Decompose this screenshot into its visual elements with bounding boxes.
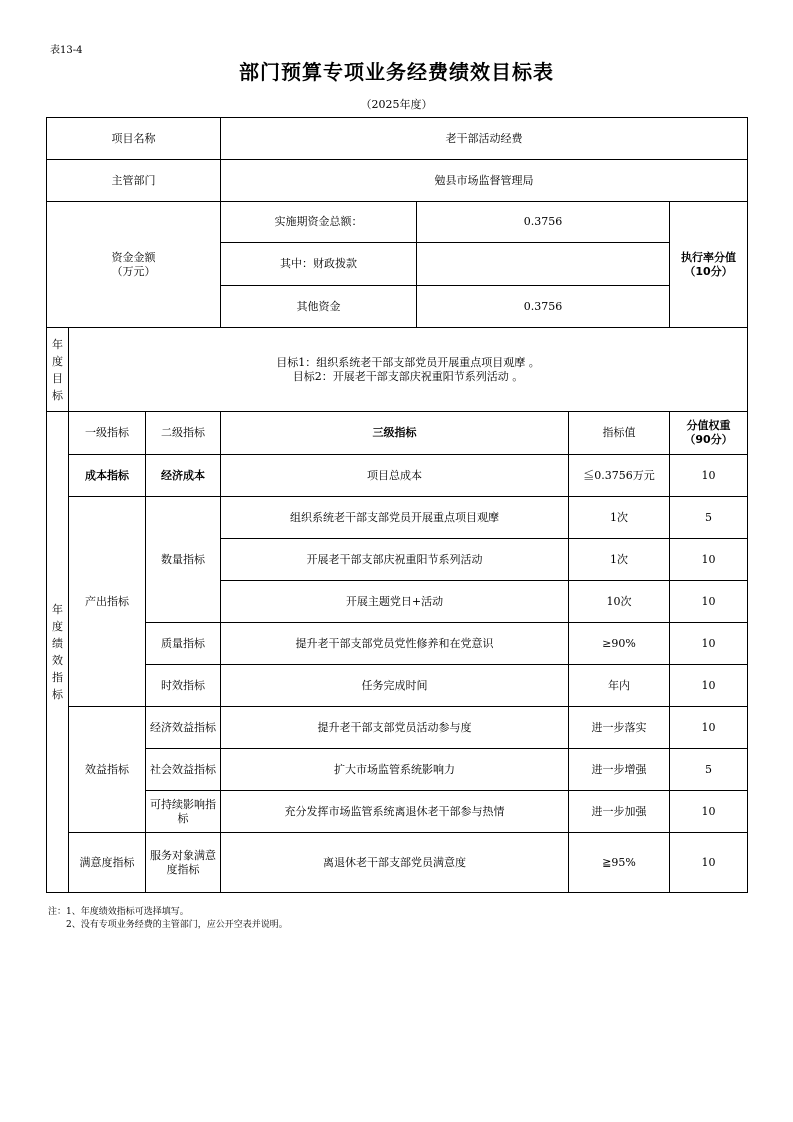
quantity-level3-3: 开展主题党日+活动 (221, 581, 569, 623)
cost-level1: 成本指标 (69, 455, 146, 497)
benefit-weight-3: 10 (670, 791, 748, 833)
execution-rate-cell (670, 202, 748, 328)
execution-rate-label: 执行率分值 (681, 250, 736, 264)
footnote-2: 2、没有专项业务经费的主管部门，应公开空表并说明。 (66, 920, 288, 930)
cost-weight: 10 (670, 455, 748, 497)
timeliness-value: 年内 (569, 665, 670, 707)
benefit-value-2: 进一步增强 (569, 749, 670, 791)
table-row (47, 455, 748, 497)
annual-goal-line-1: 目标1：组织系统老干部支部党员开展重点项目观摩 。 (276, 355, 540, 369)
table-row (47, 791, 748, 833)
satisfaction-level1: 满意度指标 (69, 833, 146, 893)
quantity-level3-2: 开展老干部支部庆祝重阳节系列活动 (221, 539, 569, 581)
quantity-level3-1: 组织系统老干部支部党员开展重点项目观摩 (221, 497, 569, 539)
quantity-value-1: 1次 (569, 497, 670, 539)
benefit-value-3: 进一步加强 (569, 791, 670, 833)
table-row (47, 833, 748, 893)
header-level1: 一级指标 (69, 412, 146, 455)
quantity-weight-3: 10 (670, 581, 748, 623)
project-name-value: 老干部活动经费 (221, 118, 748, 160)
execution-rate-score: （10分） (684, 264, 733, 278)
benefit-level2-2: 社会效益指标 (146, 749, 221, 791)
annual-goal-label-cell (47, 328, 69, 412)
footnotes (48, 906, 288, 932)
performance-label-cell (47, 412, 69, 893)
cost-level3: 项目总成本 (221, 455, 569, 497)
quantity-value-3: 10次 (569, 581, 670, 623)
benefit-level3-3: 充分发挥市场监管系统离退休老干部参与热情 (221, 791, 569, 833)
project-name-row (47, 118, 748, 160)
department-value: 勉县市场监督管理局 (221, 160, 748, 202)
benefit-level3-2: 扩大市场监管系统影响力 (221, 749, 569, 791)
benefit-level1: 效益指标 (69, 707, 146, 833)
funds-total-value: 0.3756 (417, 202, 670, 243)
footnote-1: 注：1、年度绩效指标可选择填写。 (48, 907, 189, 917)
benefit-weight-1: 10 (670, 707, 748, 749)
output-level1: 产出指标 (69, 497, 146, 707)
table-row (47, 497, 748, 539)
table-row (47, 623, 748, 665)
cost-level2: 经济成本 (146, 455, 221, 497)
header-weight-total: （90分） (684, 433, 733, 446)
benefit-value-1: 进一步落实 (569, 707, 670, 749)
table-row (47, 665, 748, 707)
timeliness-label: 时效指标 (146, 665, 221, 707)
benefit-level2-3: 可持续影响指标 (146, 791, 221, 833)
page-title: 部门预算专项业务经费绩效目标表 (239, 60, 554, 84)
performance-target-table (46, 117, 748, 893)
table-row (47, 707, 748, 749)
satisfaction-value: ≧95% (569, 833, 670, 893)
funds-fiscal-label: 其中：财政拨款 (221, 243, 417, 286)
table-row (47, 749, 748, 791)
quantity-weight-2: 10 (670, 539, 748, 581)
department-row (47, 160, 748, 202)
quantity-value-2: 1次 (569, 539, 670, 581)
funds-label: 资金金额 (111, 250, 156, 264)
header-level2: 二级指标 (146, 412, 221, 455)
timeliness-weight: 10 (670, 665, 748, 707)
budget-year: （2025年度） (360, 98, 433, 111)
quality-label: 质量指标 (146, 623, 221, 665)
annual-goal-row (47, 328, 748, 412)
funds-total-row (47, 202, 748, 243)
cost-value: ≦0.3756万元 (569, 455, 670, 497)
annual-goal-label: 年度目标 (52, 337, 63, 402)
funds-unit: （万元） (111, 264, 156, 278)
indicator-header-row (47, 412, 748, 455)
satisfaction-weight: 10 (670, 833, 748, 893)
header-value: 指标值 (569, 412, 670, 455)
funds-total-label: 实施期资金总额： (221, 202, 417, 243)
quality-value: ≥90% (569, 623, 670, 665)
quality-level3: 提升老干部支部党员党性修养和在党意识 (221, 623, 569, 665)
funds-other-label: 其他资金 (221, 286, 417, 328)
quantity-label: 数量指标 (146, 497, 221, 623)
quality-weight: 10 (670, 623, 748, 665)
benefit-weight-2: 5 (670, 749, 748, 791)
annual-goal-content (69, 328, 748, 412)
funds-label-cell (47, 202, 221, 328)
project-name-label: 项目名称 (47, 118, 221, 160)
benefit-level2-1: 经济效益指标 (146, 707, 221, 749)
benefit-level3-1: 提升老干部支部党员活动参与度 (221, 707, 569, 749)
annual-goal-line-2: 目标2：开展老干部支部庆祝重阳节系列活动 。 (292, 369, 524, 383)
funds-other-value: 0.3756 (417, 286, 670, 328)
satisfaction-level3: 离退休老干部支部党员满意度 (221, 833, 569, 893)
funds-fiscal-value (417, 243, 670, 286)
header-weight: 分值权重 (686, 419, 731, 432)
timeliness-level3: 任务完成时间 (221, 665, 569, 707)
table-number: 表13-4 (50, 45, 83, 56)
header-level3: 三级指标 (221, 412, 569, 455)
department-label: 主管部门 (47, 160, 221, 202)
performance-label: 年度绩效指标 (52, 603, 63, 701)
quantity-weight-1: 5 (670, 497, 748, 539)
header-weight-cell (670, 412, 748, 455)
satisfaction-level2: 服务对象满意度指标 (146, 833, 221, 893)
